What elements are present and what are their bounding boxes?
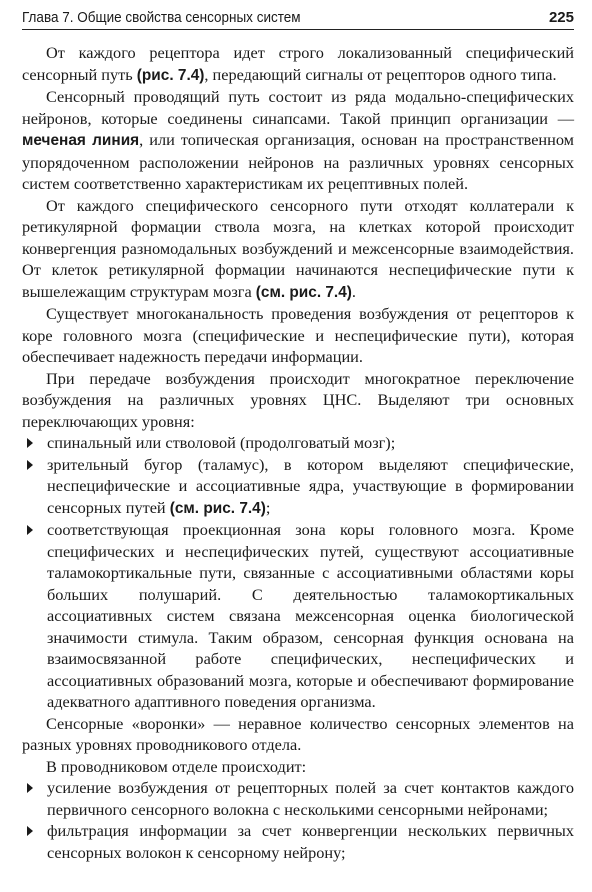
- paragraph-2: [22, 86, 574, 195]
- list-item-text: соответствующая проекционная зона коры головного мозга. Кроме специфических и неспецифических путей, существуют ассоциативные таламокортикальные пути, связанные с ассоциативными областями коры больших полушарий. С деятельностью таламокортикальных ассоциативных систем связана межсенсорная оценка биологической значимости стимула. Таким образом, сенсорная функция основана на взаимосвязанной работе специфических, неспецифических и ассоциативных образований мозга, которые и обеспечивают формирование адекватного адаптивного поведения организма.: [47, 520, 574, 711]
- term-highlight: меченая линия: [22, 132, 140, 149]
- triangle-bullet-icon: [27, 826, 33, 836]
- list-item: [47, 519, 574, 713]
- running-title: Глава 7. Общие свойства сенсорных систем: [22, 9, 301, 26]
- triangle-bullet-icon: [27, 783, 33, 793]
- figure-reference: (см. рис. 7.4): [169, 499, 266, 517]
- text-run: .: [351, 281, 356, 301]
- triangle-bullet-icon: [27, 525, 33, 535]
- text-run: Сенсорный проводящий путь состоит из ряда модально-специфических нейронов, которые соединены синапсами. Такой принцип организации —: [22, 87, 574, 128]
- conduction-functions-list: [22, 777, 574, 863]
- list-item-text: зрительный бугор (таламус), в котором выделяют специфические, неспецифические и ассоциативные ядра, участвующие в формировании сенсорных путей: [47, 454, 574, 517]
- paragraph-6: Сенсорные «воронки» — неравное количество сенсорных элементов на разных уровнях проводникового отдела.: [22, 713, 574, 754]
- triangle-bullet-icon: [27, 460, 33, 470]
- text-run: , или топическая организация, основан на пространственном упорядоченном расположении нейронов на различных уровнях сенсорных систем соответственно характеристикам их рецептивных полей.: [22, 130, 574, 193]
- page-number: 225: [548, 9, 574, 26]
- text-run: От каждого специфического сенсорного пути отходят коллатерали к ретикулярной формации ствола мозга, на клетках которой происходит конвергенция разномодальных возбуждений и межсенсорные взаимодействия. От клеток ретикулярной формации начинаются неспецифические пути к вышележащим структурам мозга: [22, 195, 574, 301]
- paragraph-1: [22, 42, 574, 86]
- list-item: [47, 454, 574, 520]
- page-header: [22, 0, 574, 30]
- triangle-bullet-icon: [27, 438, 33, 448]
- paragraph-7: В проводниковом отделе происходит:: [46, 756, 307, 776]
- list-item: [47, 432, 574, 454]
- list-item-text: спинальный или стволовой (продолговатый мозг);: [47, 433, 396, 452]
- paragraph-3: [22, 195, 574, 304]
- text-run: , передающий сигналы от рецепторов одного типа.: [204, 64, 557, 84]
- list-item-text: усиление возбуждения от рецепторных полей за счет контактов каждого первичного сенсорного волокна с несколькими сенсорными нейронами;: [47, 778, 574, 819]
- paragraph-4: Существует многоканальность проведения возбуждения от рецепторов к коре головного мозга (специфические и неспецифические пути), которая обеспечивает надежность передачи информации.: [22, 304, 574, 366]
- text-run: От каждого рецептора идет строго локализованный специфический сенсорный путь: [22, 43, 574, 84]
- figure-reference: (см. рис. 7.4): [255, 283, 352, 301]
- list-item-text: ;: [265, 497, 271, 517]
- list-item: [47, 777, 574, 820]
- list-item-text: фильтрация информации за счет конвергенции нескольких первичных сенсорных волокон к сенсорному нейрону;: [47, 821, 574, 862]
- switching-levels-list: [22, 432, 574, 713]
- paragraph-5: При передаче возбуждения происходит многократное переключение возбуждения на различных уровнях ЦНС. Выделяют три основных переключающих уровня:: [22, 368, 574, 431]
- figure-reference: (рис. 7.4): [136, 66, 205, 84]
- list-item: [47, 820, 574, 863]
- page-body: [22, 42, 574, 863]
